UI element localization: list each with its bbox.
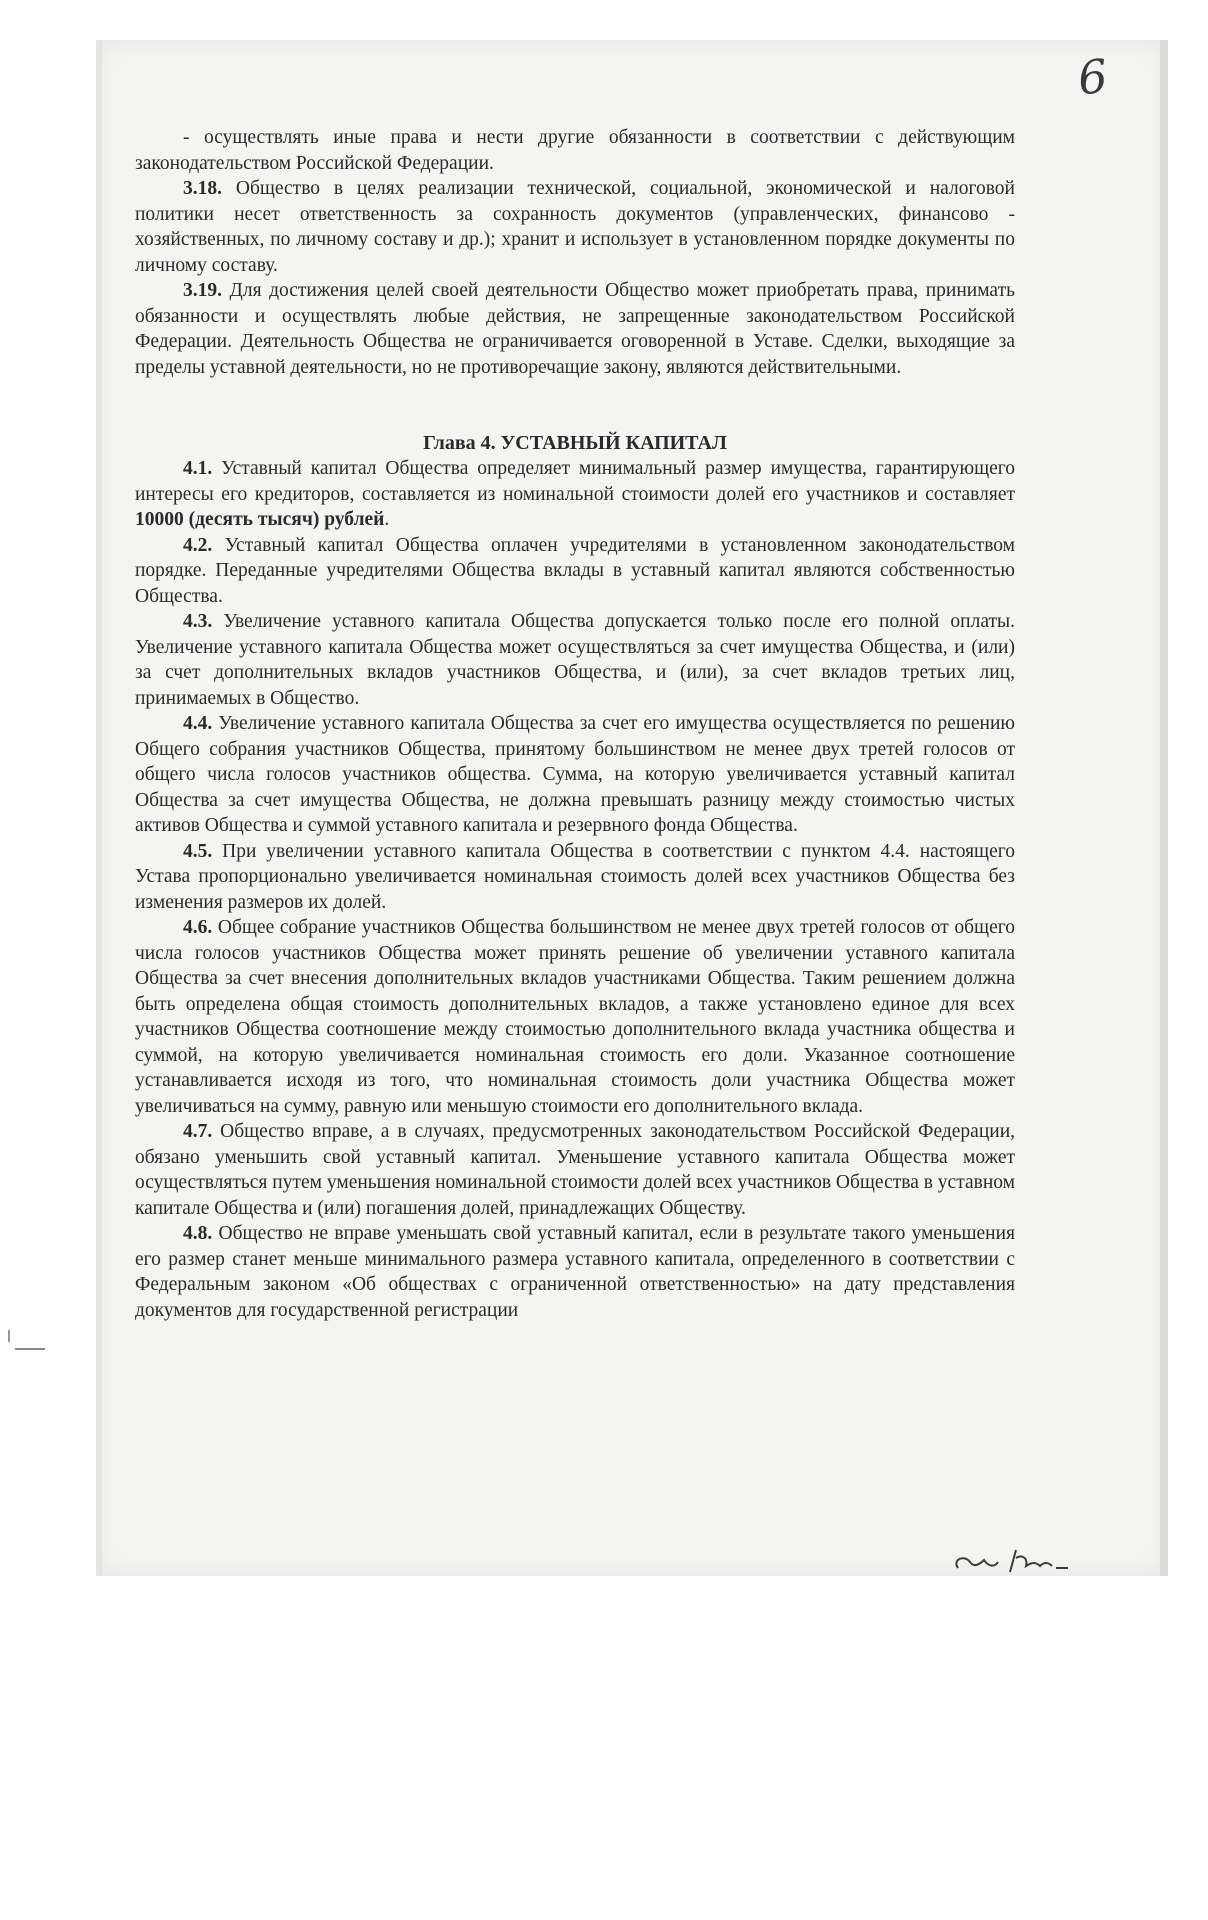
chapter-title: Глава 4. УСТАВНЫЙ КАПИТАЛ <box>423 432 727 454</box>
clause-number: 4.8. <box>183 1223 213 1244</box>
clause-text: Общество вправе, а в случаях, предусмотренных законодательством Российской Федерации, обязано уменьшить свой уставный капитал. Уменьшение уставного капитала Общества может осуществляться путем уменьшения номинальной стоимости долей всех участников Общества в уставном капитале Общества и (или) погашения долей, принадлежащих Обществу. <box>135 1121 1015 1219</box>
paragraph-4-5 <box>135 839 1015 916</box>
paragraph-4-3 <box>135 609 1015 711</box>
clause-text: Общее собрание участников Общества большинством не менее двух третей голосов от общего числа голосов участников Общества может принять решение об увеличении уставного капитала Общества за счет внесения дополнительных вкладов участниками Общества. Таким решением должна быть определена общая стоимость дополнительных вкладов, а также установлено единое для всех участников Общества соотношение между стоимостью дополнительного вклада участника общества и суммой, на которую увеличивается номинальная стоимость его доли. Указанное соотношение устанавливается исходя из того, что номинальная стоимость доли участника Общества может увеличиваться на сумму, равную или меньшую стоимости его дополнительного вклада. <box>135 917 1015 1117</box>
paragraph-4-2 <box>135 533 1015 610</box>
clause-text: Увеличение уставного капитала Общества допускается только после его полной оплаты. Увеличение уставного капитала Общества может осуществляться за счет имущества Общества, и (или) за счет дополнительных вкладов участников Общества, и (или), за счет вкладов третьих лиц, принимаемых в Общество. <box>135 611 1015 709</box>
paragraph-intro-text: - осуществлять иные права и нести другие обязанности в соответствии с действующим законодательством Российской Федерации. <box>135 127 1015 174</box>
paragraph-3-19 <box>135 278 1015 380</box>
clause-text: Увеличение уставного капитала Общества за счет его имущества осуществляется по решению Общего собрания участников Общества, принятому большинством не менее двух третей голосов от общего числа голосов участников общества. Сумма, на которую увеличивается уставный капитал Общества за счет имущества Общества, не должна превышать разницу между стоимостью чистых активов Общества и суммой уставного капитала и резервного фонда Общества. <box>135 713 1015 836</box>
handwritten-page-number: 6 <box>1075 48 1111 106</box>
margin-mark <box>15 1348 45 1350</box>
clause-number: 4.3. <box>183 611 213 632</box>
document-body <box>135 125 1015 1323</box>
clause-number: 4.1. <box>183 458 213 479</box>
clause-text: Уставный капитал Общества оплачен учредителями в установленном законодательством порядке. Переданные учредителями Общества вклады в уставный капитал являются собственностью Общества. <box>135 534 1015 607</box>
clause-text: При увеличении уставного капитала Общества в соответствии с пунктом 4.4. настоящего Устава пропорционально увеличивается номинальная стоимость долей всех участников Общества без изменения размеров их долей. <box>135 840 1015 913</box>
clause-number: 4.2. <box>183 534 213 556</box>
clause-text: Для достижения целей своей деятельности Общество может приобретать права, принимать обязанности и осуществлять любые действия, не запрещенные законодательством Российской Федерации. Деятельность Общества не ограничивается оговоренной в Уставе. Сделки, выходящие за пределы уставной деятельности, но не противоречащие закону, являются действительными. <box>135 280 1015 378</box>
paragraph-4-6 <box>135 915 1015 1119</box>
paragraph-4-1 <box>135 456 1015 533</box>
clause-text: Общество в целях реализации технической, социальной, экономической и налоговой политики несет ответственность за сохранность документов (управленческих, финансово - хозяйственных, по личному составу и др.); хранит и использует в установленном порядке документы по личному составу. <box>135 178 1015 276</box>
clause-text-end: . <box>384 509 390 530</box>
clause-text: Уставный капитал Общества определяет минимальный размер имущества, гарантирующего интересы его кредиторов, составляется из номинальной стоимости долей его участников и составляет <box>135 458 1015 505</box>
paragraph-4-4 <box>135 711 1015 839</box>
clause-number: 4.4. <box>183 713 213 734</box>
clause-number: 4.6. <box>183 917 213 938</box>
paragraph-4-7 <box>135 1119 1015 1221</box>
scan-edge-left <box>96 40 102 1576</box>
handwritten-signature <box>950 1540 1100 1580</box>
capital-amount: 10000 (десять тысяч) рублей <box>135 509 385 530</box>
margin-tick <box>8 1330 10 1342</box>
paragraph-3-18 <box>135 176 1015 278</box>
clause-number: 3.19. <box>183 280 222 301</box>
scan-edge-right <box>1160 40 1168 1576</box>
paragraph-4-8 <box>135 1221 1015 1323</box>
clause-number: 4.5. <box>183 840 213 862</box>
clause-number: 3.18. <box>183 178 222 199</box>
clause-number: 4.7. <box>183 1121 213 1142</box>
clause-text: Общество не вправе уменьшать свой уставный капитал, если в результате такого уменьшения его размер станет меньше минимального размера уставного капитала, определенного в соответствии с Федеральным законом «Об обществах с ограниченной ответственностью» на дату представления документов для государственной регистрации <box>135 1223 1015 1321</box>
paragraph-intro <box>135 125 1015 176</box>
